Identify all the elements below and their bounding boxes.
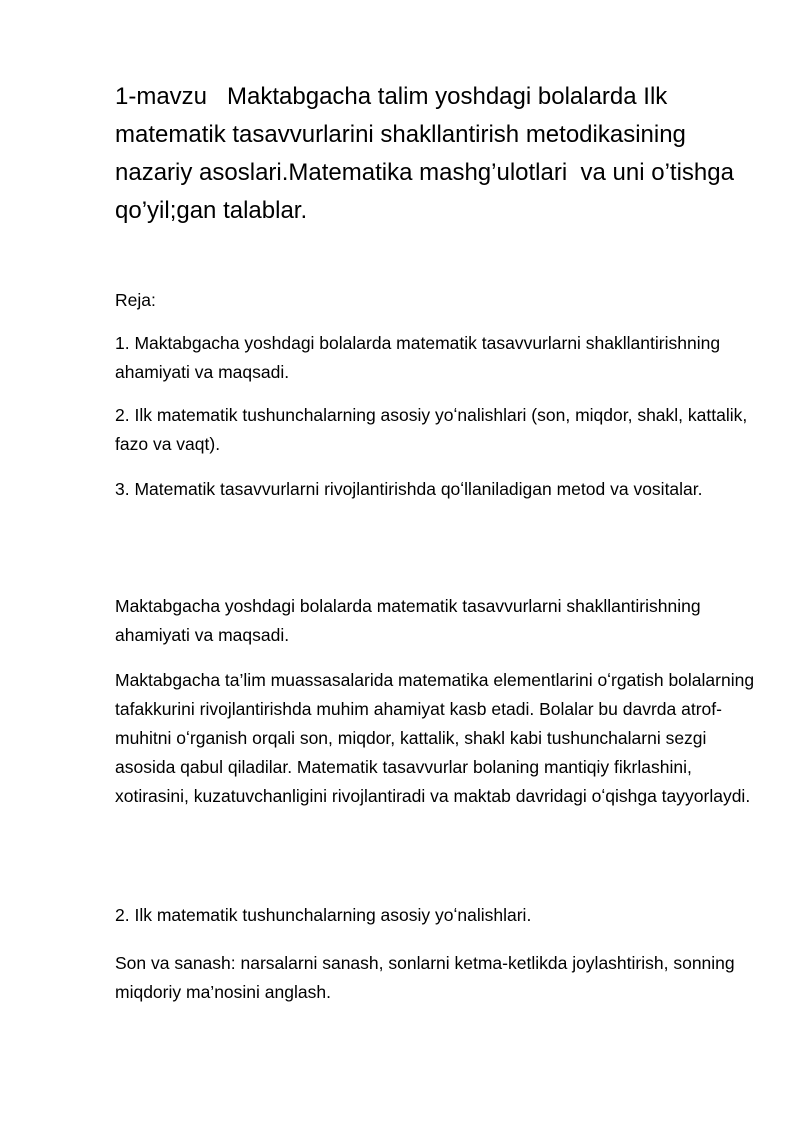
section-heading: 2. Ilk matematik tushunchalarning asosiy yoʻnalishlari. <box>115 905 532 925</box>
plan-item: 1. Maktabgacha yoshdagi bolalarda matematik tasavvurlarni shakllantirishning ahamiyati va maqsadi. <box>115 333 721 382</box>
section-paragraph: Maktabgacha ta’lim muassasalarida matematika elementlarini oʻrgatish bolalarning tafakkurini rivojlantirishda muhim ahamiyat kasb etadi. Bolalar bu davrda atrof-muhitni oʻrganish orqali son, miqdor, kattalik, shakl kabi tushunchalarni sezgi asosida qabul qiladilar. Matematik tasavvurlar bolaning mantiqiy fikrlashini, xotirasini, kuzatuvchanligini rivojlantiradi va maktab davridagi oʻqishga tayyorlaydi. <box>115 670 755 806</box>
document-title: 1-mavzu Maktabgacha talim yoshdagi bolalarda Ilk matematik tasavvurlarini shakllantirish metodikasining nazariy asoslari.Matematika mashg’ulotlari va uni o’tishga qo’yil;gan talablar. <box>115 83 741 224</box>
section-heading: Maktabgacha yoshdagi bolalarda matematik tasavvurlarni shakllantirishning ahamiyati va maqsadi. <box>115 596 701 645</box>
plan-item: 3. Matematik tasavvurlarni rivojlantirishda qoʻllaniladigan metod va vositalar. <box>115 479 703 499</box>
section-paragraph: Son va sanash: narsalarni sanash, sonlarni ketma-ketlikda joylashtirish, sonning miqdoriy ma’nosini anglash. <box>115 953 735 1002</box>
plan-item: 2. Ilk matematik tushunchalarning asosiy yoʻnalishlari (son, miqdor, shakl, kattalik, fazo va vaqt). <box>115 405 748 454</box>
plan-heading: Reja: <box>115 290 156 310</box>
